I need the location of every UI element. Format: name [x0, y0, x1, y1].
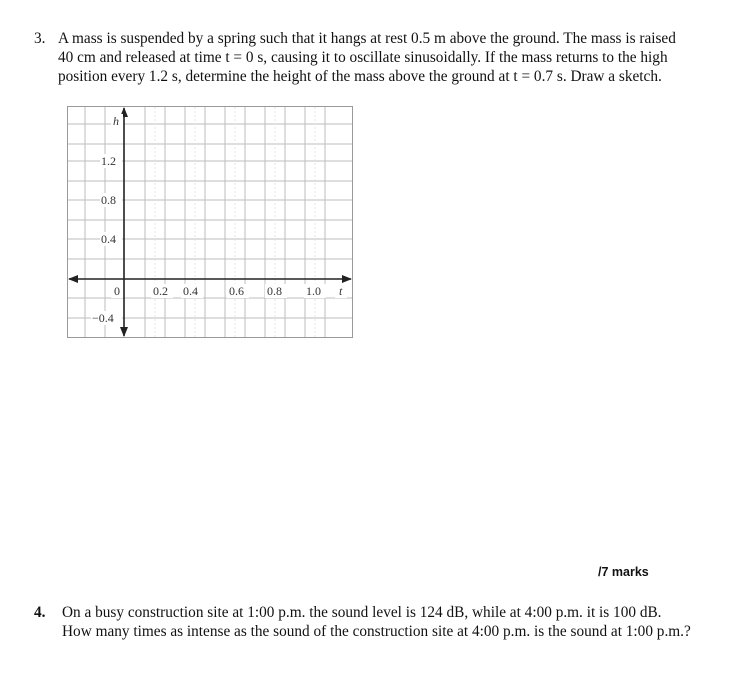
grid-border — [68, 107, 353, 338]
question-4 — [34, 603, 729, 641]
marks-label: /7 marks — [598, 565, 649, 579]
axis-label-t: t — [339, 284, 343, 298]
x-tick-0-6: 0.6 — [229, 284, 244, 298]
y-tick-0: 0 — [114, 284, 120, 298]
question-3-line-2: 40 cm and released at time t = 0 s, causing it to oscillate sinusoidally. If the mass returns to the high — [58, 49, 668, 66]
y-tick-1-2: 1.2 — [101, 154, 116, 168]
question-3-line-1: A mass is suspended by a spring such that it hangs at rest 0.5 m above the ground. The mass is raised — [58, 30, 676, 47]
question-4-line-2: How many times as intense as the sound of the construction site at 4:00 p.m. is the sound at 1:00 p.m.? — [62, 623, 691, 640]
x-tick-0-4: 0.4 — [183, 284, 198, 298]
grid-svg — [67, 106, 353, 338]
sketch-grid — [67, 106, 353, 338]
x-tick-0-8: 0.8 — [267, 284, 282, 298]
question-3-line-3: position every 1.2 s, determine the height of the mass above the ground at t = 0.7 s. Draw a sketch. — [58, 68, 662, 85]
x-tick-0-2: 0.2 — [153, 284, 168, 298]
axis-label-h: h — [113, 114, 119, 128]
y-tick-0-8: 0.8 — [101, 193, 116, 207]
question-4-line-1: On a busy construction site at 1:00 p.m. the sound level is 124 dB, while at 4:00 p.m. it is 100 dB. — [62, 604, 662, 621]
question-3-number: 3. — [34, 30, 46, 47]
x-tick-1-0: 1.0 — [306, 284, 321, 298]
y-tick-0-4: 0.4 — [101, 232, 116, 246]
question-4-number: 4. — [34, 604, 46, 621]
question-3 — [34, 29, 724, 86]
y-tick-neg-0-4: −0.4 — [92, 311, 114, 325]
